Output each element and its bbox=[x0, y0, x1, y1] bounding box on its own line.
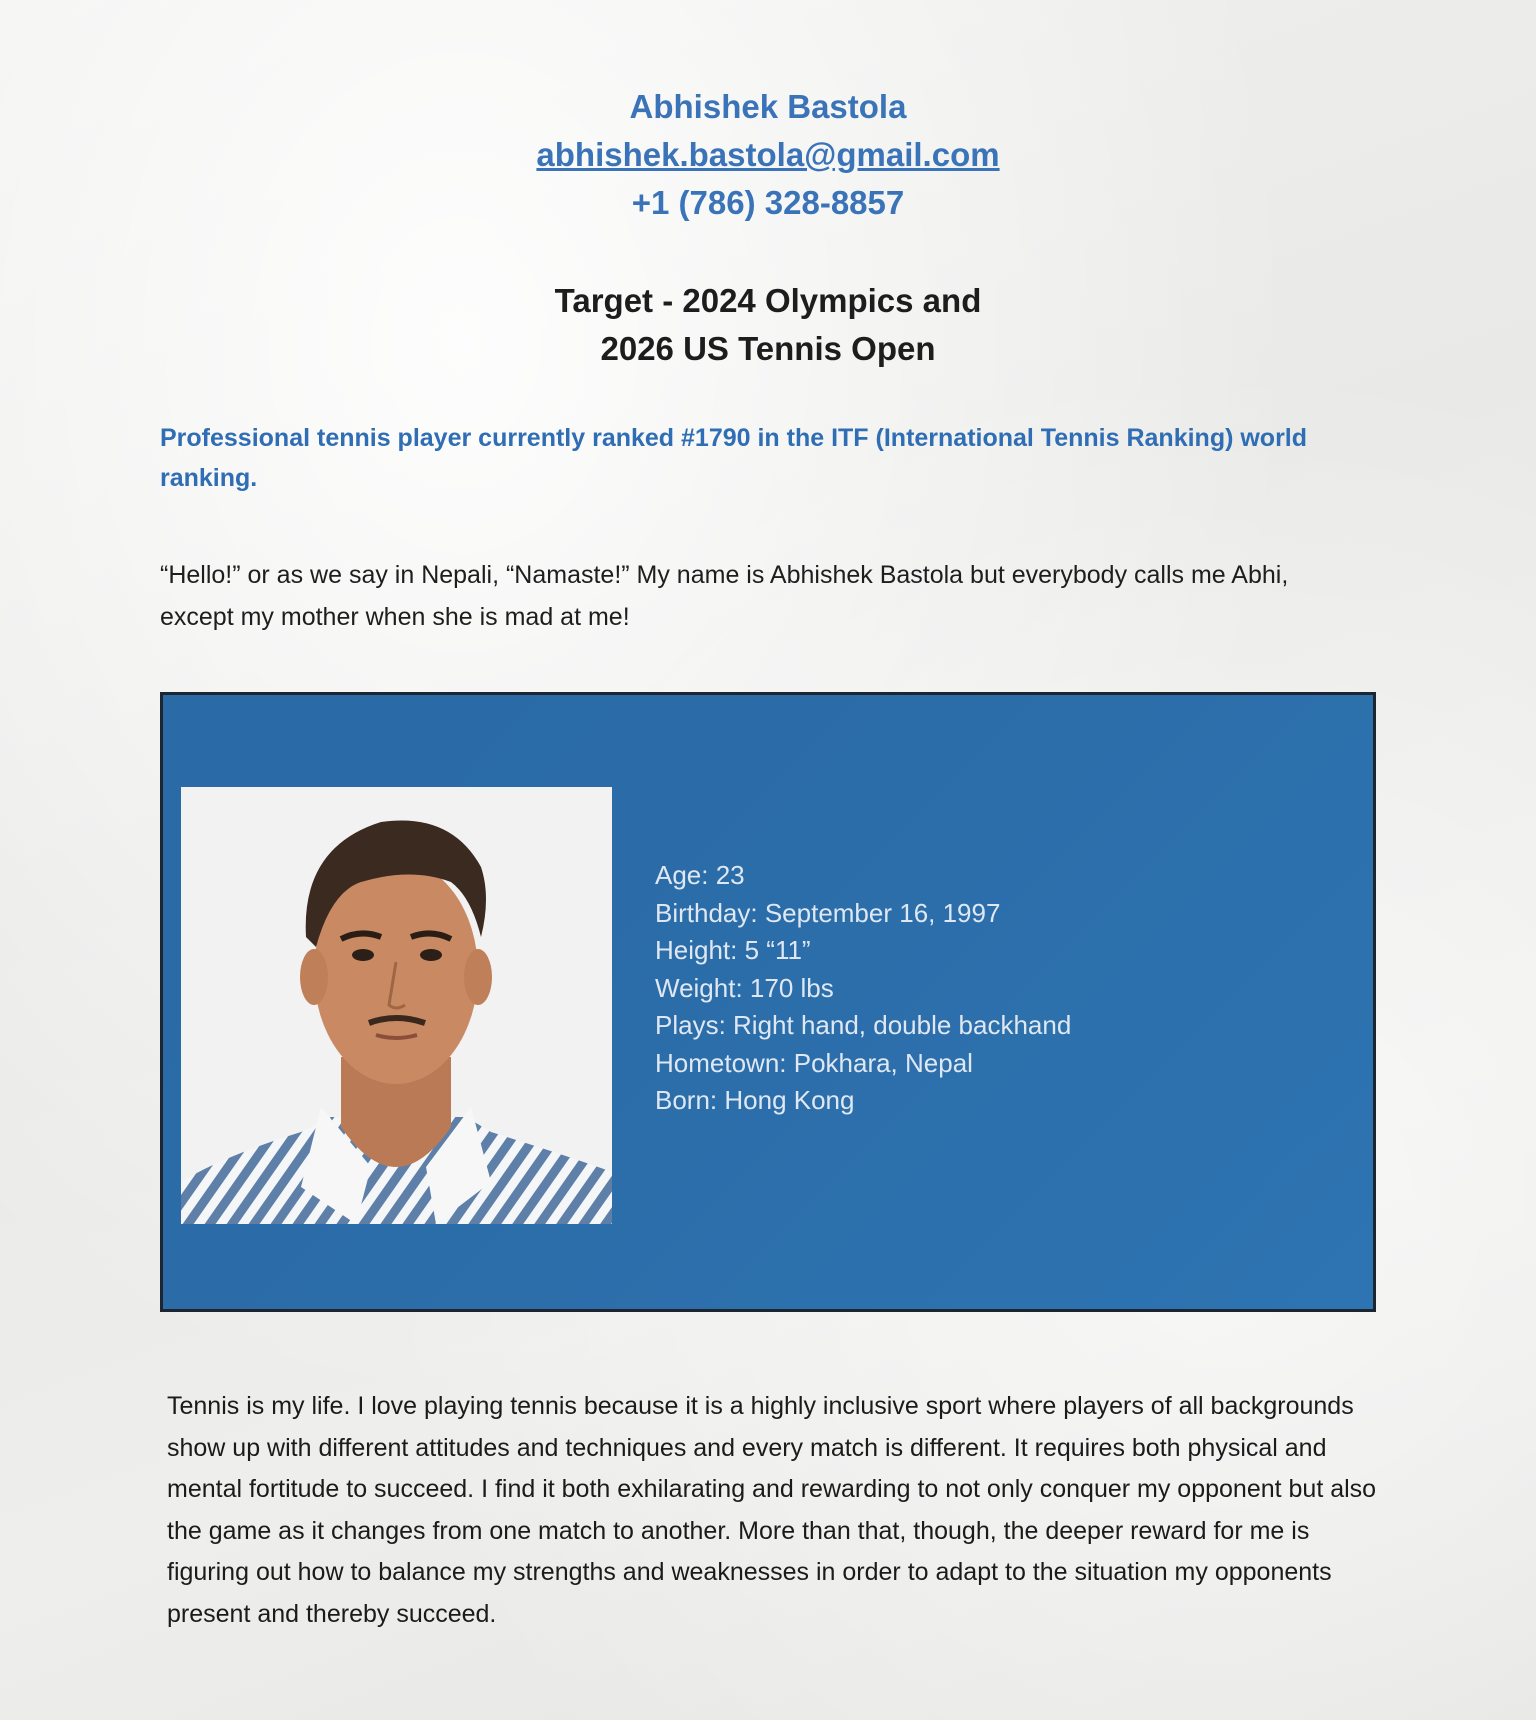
target-heading-line2: 2026 US Tennis Open bbox=[600, 330, 936, 367]
fact-born: Born: Hong Kong bbox=[655, 1085, 855, 1115]
intro-paragraph: “Hello!” or as we say in Nepali, “Namaste!” My name is Abhishek Bastola but everybody calls me Abhi, except my mother when she is mad at me! bbox=[160, 561, 1289, 631]
ranking-statement: Professional tennis player currently ranked #1790 in the ITF (International Tennis Ranking) world ranking. bbox=[160, 424, 1308, 492]
email-link[interactable]: abhishek.bastola@gmail.com bbox=[536, 136, 1000, 173]
fact-birthday: Birthday: September 16, 1997 bbox=[655, 897, 1001, 928]
target-heading-line1: Target - 2024 Olympics and bbox=[554, 282, 982, 319]
profile-facts bbox=[655, 857, 1071, 1120]
player-name: Abhishek Bastola bbox=[629, 88, 907, 125]
story-paragraph: Tennis is my life. I love playing tennis because it is a highly inclusive sport where players of all backgrounds show up with different attitudes and techniques and every match is different. It requires both physical and mental fortitude to succeed. I find it both exhilarating and rewarding to not only conquer my opponent but also the game as it changes from one match to another. More than that, though, the deeper reward for me is figuring out how to balance my strengths and weaknesses in order to adapt to the situation my opponents present and thereby succeed. bbox=[167, 1392, 1377, 1628]
fact-weight: Weight: 170 lbs bbox=[655, 972, 834, 1003]
player-photo bbox=[181, 787, 612, 1224]
profile-card bbox=[160, 692, 1376, 1312]
fact-plays: Plays: Right hand, double backhand bbox=[655, 1010, 1072, 1040]
fact-height: Height: 5 “11” bbox=[655, 935, 811, 965]
fact-age: Age: 23 bbox=[655, 860, 745, 890]
fact-hometown: Hometown: Pokhara, Nepal bbox=[655, 1047, 973, 1078]
phone-number: +1 (786) 328-8857 bbox=[631, 184, 905, 221]
